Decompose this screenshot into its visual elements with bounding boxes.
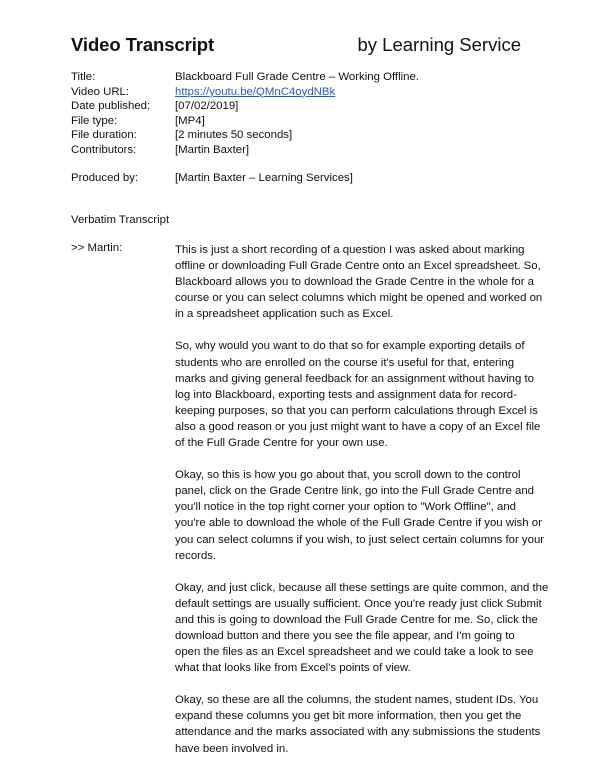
metadata-row-contributors <box>71 143 419 158</box>
transcript-line: Okay, and just click, because all these settings are quite common, and the <box>175 581 549 594</box>
transcript-line: expand these columns you get bit more information, then you get the <box>175 710 522 723</box>
transcript-line: attendance and the marks associated with any submissions the students <box>175 726 541 739</box>
document-header <box>71 34 521 58</box>
transcript-line: have been involved in. <box>175 742 289 755</box>
metadata-label: Video URL: <box>71 85 130 98</box>
metadata-row-filetype <box>71 114 419 129</box>
transcript-paragraph <box>175 467 545 564</box>
metadata-row-title <box>71 70 419 85</box>
transcript-paragraph <box>175 580 549 677</box>
produced-by-row <box>71 172 353 184</box>
metadata-value: [2 minutes 50 seconds] <box>175 129 293 142</box>
transcript-paragraph <box>175 692 541 756</box>
transcript-line: panel, click on the Grade Centre link, go into the Full Grade Centre and <box>175 485 535 498</box>
speaker-label: >> Martin: <box>71 242 123 254</box>
transcript-line: So, why would you want to do that so for example exporting details of <box>175 340 525 353</box>
transcript-paragraphs <box>175 242 549 773</box>
transcript-line: marks and giving general feedback for an assignment without having to <box>175 372 535 385</box>
transcript-line: log into Blackboard, exporting tests and assignment data for record- <box>175 388 517 401</box>
transcript-line: download button and there you see the file appear, and I'm going to <box>175 629 515 642</box>
verbatim-heading: Verbatim Transcript <box>71 214 170 226</box>
transcript-block <box>71 242 549 773</box>
video-url-link[interactable]: https://youtu.be/QMnC4oydNBk <box>175 85 336 98</box>
transcript-line: Blackboard allows you to download the Grade Centre in the whole for a <box>175 276 535 289</box>
document-author: by Learning Service <box>357 34 521 55</box>
transcript-line: you're able to download the whole of the Full Grade Centre if you wish or <box>175 517 542 530</box>
metadata-row-url <box>71 85 419 100</box>
transcript-line: default settings are usually sufficient. Once you're ready just click Submit <box>175 597 542 610</box>
transcript-line: course or you can select columns which might be opened and worked on <box>175 292 543 305</box>
metadata-value: [MP4] <box>175 114 205 127</box>
metadata-value: [07/02/2019] <box>175 100 239 113</box>
metadata-label: File type: <box>71 114 118 127</box>
transcript-line: you'll notice in the top right corner your option to "Work Offline", and <box>175 501 516 514</box>
metadata-label: File duration: <box>71 129 137 142</box>
metadata-label: Contributors: <box>71 143 137 156</box>
produced-by-label: Produced by: <box>71 172 139 184</box>
metadata-row-duration <box>71 128 419 143</box>
transcript-line: offline or downloading Full Grade Centre onto an Excel spreadsheet. So, <box>175 260 541 273</box>
metadata-value: Blackboard Full Grade Centre – Working Offline. <box>175 71 419 83</box>
transcript-paragraph <box>175 338 541 451</box>
metadata-label: Title: <box>71 71 96 83</box>
transcript-line: in a spreadsheet application such as Excel. <box>175 308 394 321</box>
transcript-line: keeping purposes, so that you can perform calculations through Excel is <box>175 404 538 417</box>
metadata-table <box>71 70 419 158</box>
transcript-line: what that looks like from Excel's points of view. <box>175 662 411 675</box>
transcript-line: Okay, so these are all the columns, the student names, student IDs. You <box>175 694 539 707</box>
metadata-row-date <box>71 99 419 114</box>
transcript-line: also a good reason or you just might want to have a copy of an Excel file <box>175 420 541 433</box>
transcript-line: students who are enrolled on the course it's useful for that, entering <box>175 356 515 369</box>
transcript-line: Okay, so this is how you go about that, you scroll down to the control <box>175 469 521 482</box>
transcript-line: This is just a short recording of a question I was asked about marking <box>175 244 525 256</box>
metadata-label: Date published: <box>71 100 151 113</box>
transcript-line: open the files as an Excel spreadsheet and we could take a look to see <box>175 646 534 659</box>
transcript-line: and this is going to download the Full Grade Centre for me. So, click the <box>175 613 538 626</box>
transcript-line: you can select columns if you wish, to just select certain columns for your <box>175 533 545 546</box>
transcript-paragraph <box>175 242 543 322</box>
produced-by-value: [Martin Baxter – Learning Services] <box>175 172 353 184</box>
document-title: Video Transcript <box>71 34 215 55</box>
transcript-line: of the Full Grade Centre for your own use. <box>175 437 388 450</box>
transcript-line: records. <box>175 549 217 562</box>
metadata-value: [Martin Baxter] <box>175 143 250 156</box>
